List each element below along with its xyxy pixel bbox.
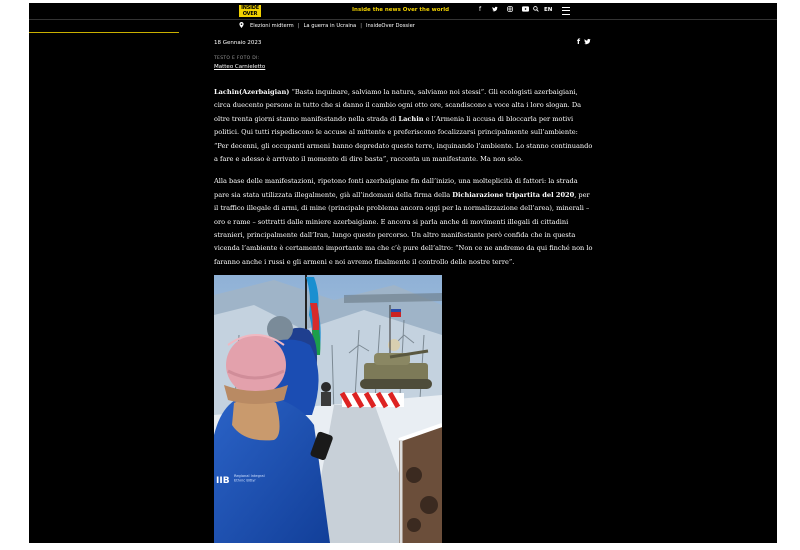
nav-separator: | [360, 23, 362, 29]
site-logo[interactable] [239, 5, 261, 17]
nav-separator: | [297, 23, 300, 29]
instagram-icon[interactable] [507, 6, 513, 13]
twitter-icon[interactable] [492, 6, 498, 13]
social-icons [477, 6, 528, 13]
paragraph-2 [214, 175, 594, 269]
dateline: Lachin(Azerbaigian) [214, 88, 290, 96]
youtube-icon[interactable] [522, 6, 528, 13]
author-link[interactable]: Matteo Carnieletto [214, 64, 266, 70]
credit-label: TESTO E FOTO DI: [214, 56, 260, 61]
search-icon[interactable] [533, 6, 539, 14]
share-buttons [577, 38, 591, 47]
facebook-share-icon[interactable]: f [577, 38, 581, 46]
secondary-nav [239, 22, 419, 30]
site-tagline: Inside the news Over the world [352, 7, 450, 13]
paragraph-text: “Basta inquinare, salviamo la natura, salviamo noi stessi”. Gli ecologisti azerbaigiani, circa duecento persone in tutto che si danno il cambio ogni otto ore, scandiscono a voce alta i loro slogan. Da oltre trenta giorni stanno manifestando nella strada di [214, 88, 582, 123]
language-selector[interactable]: EN [544, 7, 553, 13]
header-divider [29, 19, 777, 20]
menu-icon[interactable] [562, 7, 570, 15]
location-pin-icon [239, 22, 244, 30]
article-photo [214, 275, 442, 543]
article-body [214, 86, 594, 278]
browser-page [29, 3, 777, 543]
link-lachin[interactable]: Lachin [398, 114, 424, 123]
nav-item-dossier[interactable]: InsideOver Dossier [365, 23, 415, 29]
paragraph-text: , per il traffico illegale di armi, di mine (principale problema ancora oggi per la normalizzazione dell’area), minerali – oro e rame – sottratti dalle miniere azerbaigiane. E ancora si parla anche di movimenti illegali di cittadini stranieri, principalmente dall’Iran, lungo questo percorso. Un altro manifestante però confida che in questa vicenda l’ambiente è certamente importante ma che c’è pure dell’altro: “Non ce ne andremo da qui finché non lo faranno anche i russi e gli armeni e noi avremo finalmente il controllo delle nostre terre”. [214, 190, 593, 266]
nav-item-midterm[interactable]: Elezioni midterm [250, 23, 294, 29]
article-date: 18 Gennaio 2023 [214, 40, 262, 46]
twitter-share-icon[interactable] [584, 38, 591, 47]
paragraph-text: Alla base delle manifestazioni, ripetono fonti azerbaigiane fin dall’inizio, una molteplicità di fattori: la strada pare sia stata utilizzata illegalmente, già all’indomani della firma della [214, 177, 578, 199]
paragraph-text: e l’Armenia li accusa di bloccarla per motivi politici. Qui tutti rispediscono le accuse al mittente e preferiscono focalizzarsi principalmente sull’ambiente: “Per decenni, gli occupanti armeni hanno depredato queste terre, inquinando l’ambiente. Lo stanno continuando a fare e adesso è arrivato il momento di dire basta”, racconta un manifestante. Ma non solo. [214, 114, 593, 164]
top-bar [29, 3, 777, 19]
svg-text:Regional Integral Et: Regional Integral Ethnic Bitlyr [234, 474, 265, 483]
logo-text: INSIDE OVER [241, 5, 259, 17]
jacket-logo: IIB [216, 476, 230, 486]
paragraph-1 [214, 86, 594, 166]
accent-divider [29, 32, 179, 33]
facebook-icon[interactable]: f [478, 6, 482, 13]
nav-item-ukraine[interactable]: La guerra in Ucraina [303, 23, 357, 29]
link-dichiarazione[interactable]: Dichiarazione tripartita del 2020 [452, 190, 575, 199]
